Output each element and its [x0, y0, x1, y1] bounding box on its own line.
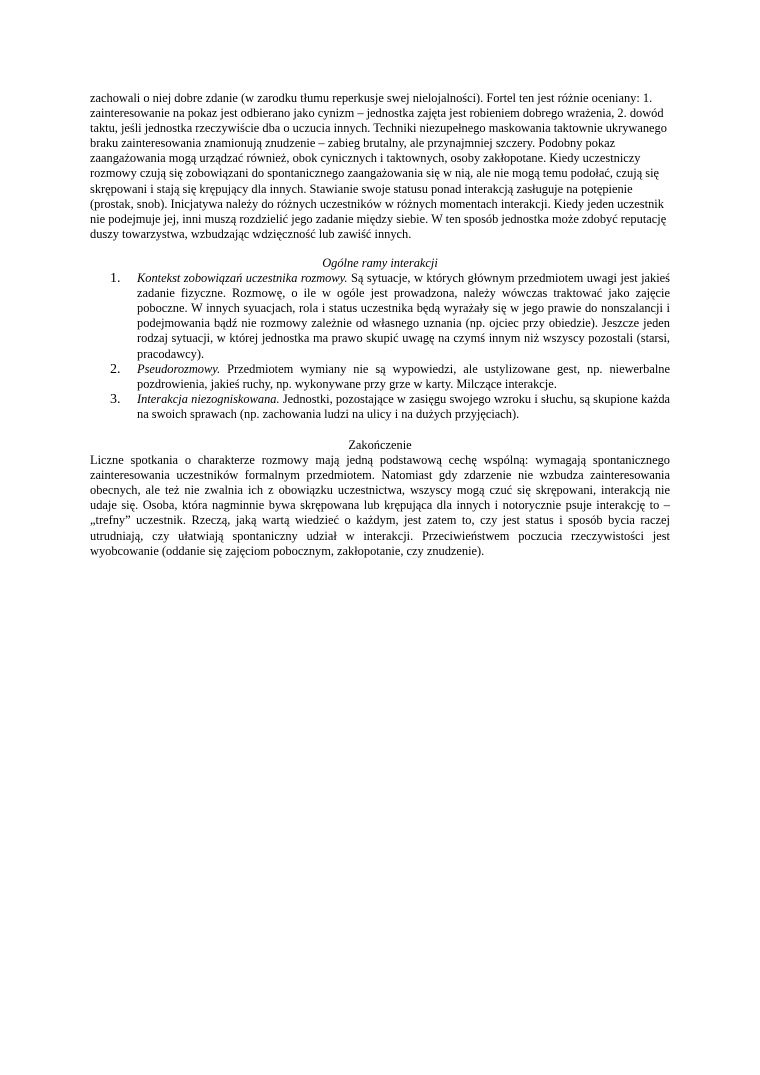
section-heading-conclusion: Zakończenie	[348, 437, 412, 452]
list-item-number: 2.	[110, 361, 121, 377]
list-item-term: Pseudorozmowy.	[137, 361, 221, 376]
conclusion-paragraph: Liczne spotkania o charakterze rozmowy mają jedną podstawową cechę wspólną: wymagają spontanicznego zainteresowania uczestników formalnym przedmiotem. Natomiast gdy zdarzenie nie wzbudza zainteresowania obecnych, ale też nie zwalnia ich z obowiązku uczestnictwa, wszyscy mogą czuć się skrępowani, interakcją nie udaje się. Osoba, która nagminnie bywa skrępowana lub krępująca dla innych i notorycznie psuje interakcję to – „trefny” uczestnik. Rzeczą, jaką wartą wiedzieć o każdym, jest zatem to, czy jest status i sposób bycia raczej utrudniają, czy ułatwiają spontaniczny udział w interakcji. Przeciwieństwem poczucia rzeczywistości jest wyobcowanie (oddanie się zajęciom pobocznym, zakłopotanie, czy znudzenie).	[90, 453, 670, 558]
list-item-term: Interakcja niezogniskowana.	[137, 391, 280, 406]
section-heading-frames: Ogólne ramy interakcji	[322, 255, 438, 270]
list-item-text: Są sytuacje, w których głównym przedmiotem uwagi jest jakieś zadanie fizyczne. Rozmowę, o ile w ogóle jest prowadzona, należy wówczas traktować jako zajęcie poboczne. W innych syuacjach, rola i status uczestnika będą wyrażały się w jego prawie do nonszalancji i podejmowania bądź nie rozmowy zależnie od własnego uznania (np. ojciec przy obiedzie). Jeszcze jeden rodzaj sytuacji, w której jednostka ma prawo skupić uwagę na czymś innym niż wszyscy pozostali (starsi, pracodawcy).	[137, 271, 670, 361]
list-item	[110, 271, 670, 362]
list-item-text: Jednostki, pozostające w zasięgu swojego wzroku i słuchu, są skupione każda na swoich sprawach (np. zachowania ludzi na ulicy i na dużych przyjęciach).	[137, 391, 671, 421]
list-item-number: 3.	[110, 391, 121, 407]
list-item-text: Przedmiotem wymiany nie są wypowiedzi, ale ustylizowane gest, np. niewerbalne pozdrowienia, jakieś ruchy, np. wykonywane przy grze w karty. Milczące interakcje.	[137, 361, 670, 391]
intro-paragraph: zachowali o niej dobre zdanie (w zarodku tłumu reperkusje swej nielojalności). Fortel ten jest różnie oceniany: 1. zainteresowanie na pokaz jest odbierano jako cynizm – jednostka zajęta jest robieniem dobrego wrażenia, 2. dowód taktu, jeśli jednostka rzeczywiście dba o uczucia innych. Techniki niezupełnego maskowania taktownie ukrywanego braku zainteresowania znamionują znudzenie – zabieg brutalny, ale przynajmniej szczery. Podobny pokaz zaangażowania mogą urządzać również, obok cynicznych i taktownych, osoby zakłopotane. Kiedy uczestniczy rozmowy czują się zobowiązani do spontanicznego zaangażowania się w nią, ale nie mogą temu podołać, czują się skrępowani i stają się krępujący dla innych. Stawianie swoje statusu ponad interakcją zasługuje na potępienie (prostak, snob). Inicjatywa należy do różnych uczestników w różnych momentach interakcji. Kiedy jeden uczestnik nie podejmuje jej, inni muszą rozdzielić jego zadanie między siebie. W ten sposób jednostka może zdobyć reputację duszy towarzystwa, wzbudzając wdzięczność lub zawiść innych.	[90, 91, 667, 241]
list-item-number: 1.	[110, 271, 121, 287]
list-item	[110, 391, 671, 422]
list-item-term: Kontekst zobowiązań uczestnika rozmowy.	[137, 271, 348, 286]
list-item	[110, 361, 670, 392]
frames-list	[90, 271, 670, 422]
page-content	[90, 91, 670, 559]
